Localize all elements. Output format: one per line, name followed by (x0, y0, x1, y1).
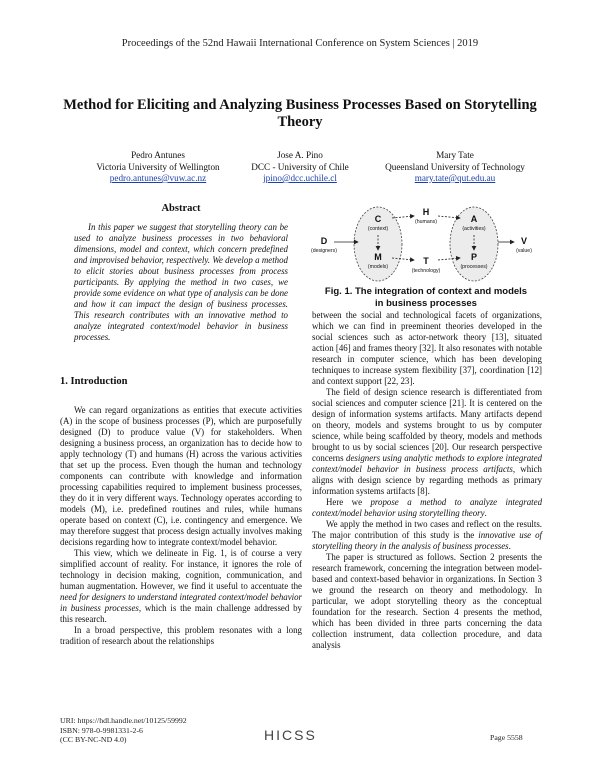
footer-info (60, 716, 187, 745)
hicss-logo: HICSS (264, 727, 317, 743)
footer-isbn: ISBN: 978-0-9981331-2-6 (60, 725, 143, 735)
node-p-label: (processes) (460, 264, 488, 270)
node-h: H (422, 207, 430, 217)
node-d: D (320, 236, 328, 246)
author-name: Mary Tate (436, 150, 474, 160)
node-a: A (470, 214, 478, 224)
node-a-label: (activities) (462, 226, 486, 232)
intro-text (60, 405, 302, 647)
page-number: Page 5558 (490, 733, 523, 742)
node-c-label: (context) (367, 226, 389, 232)
abstract-text (74, 222, 288, 343)
right-paragraph-3: Here we propose a method to analyze integrated context/model behavior using storytelling theory. (312, 497, 543, 518)
node-m: M (374, 252, 382, 262)
author-email[interactable]: mary.tate@qut.edu.au (414, 173, 496, 183)
node-c: C (374, 214, 382, 224)
node-v: V (520, 236, 528, 246)
node-t: T (423, 256, 429, 266)
abstract-heading: Abstract (161, 203, 201, 214)
node-m-label: (models) (367, 264, 389, 270)
author-1 (78, 150, 238, 185)
footer-license: (CC BY-NC-ND 4.0) (60, 735, 127, 744)
node-p: P (470, 252, 478, 262)
figure-1-caption: Fig. 1. The integration of context and models in business processes (324, 286, 528, 309)
node-h-label: (humans) (415, 219, 437, 225)
intro-paragraph-2: This view, which we delineate in Fig. 1, is of course a very simplified account of reality. For instance, it ignores the role of technology in decision making, cognition, communication, and human augmentation. However, we find it useful to accentuate the need for designers to understand integrated context/model behavior in business processes, which is the main challenge addressed by this research. (60, 548, 302, 624)
author-email[interactable]: pedro.antunes@vuw.ac.nz (109, 173, 207, 183)
author-email[interactable]: jpino@dcc.uchile.cl (263, 173, 337, 183)
section-heading-intro: 1. Introduction (60, 376, 128, 387)
author-name: Jose A. Pino (277, 150, 323, 160)
right-paragraph-1: between the social and technological facets of organizations, which we can find in preeminent theories developed in the social sciences such as actor-network theory [13], situated action [46] and frames theory [32]. It also resonates with notable research in computer science, which has been developing techniques to increase system flexibility [37], coordination [12] and context support [22, 23]. (312, 310, 542, 386)
intro-paragraph-3: In a broad perspective, this problem resonates with a long tradition of research about the relationships (60, 625, 302, 646)
author-affiliation: Queensland University of Technology (385, 161, 525, 172)
abstract-paragraph: In this paper we suggest that storytelling theory can be used to analyze business processes in two behavioral dimensions, model and context, which concern predefined and improvised behavior, respectively. We develop a method to elicit stories about business processes from process participants. By applying the method in two cases, we provide some evidence on what type of analysis can be done and how it can impact the design of business processes. This research contributes with an innovative method to analyze integrated context/model behavior in business processes. (74, 222, 288, 342)
footer-uri[interactable]: URI: https://hdl.handle.net/10125/59992 (60, 716, 187, 725)
author-affiliation: Victoria University of Wellington (96, 161, 220, 172)
proceedings-header: Proceedings of the 52nd Hawaii International Conference on System Sciences | 2019 (121, 38, 479, 49)
intro-paragraph-1: We can regard organizations as entities that execute activities (A) in the scope of business processes (P), which are purposefully designed (D) to produce value (V) for stakeholders. When designing a business process, an organization has to decide how to apply technology (T) and humans (H) across the various activities that set up the process. Even though the human and technology components can contribute with knowledge and information processing capabilities required to implement business processes, they do it in very different ways. Technology operates according to models (M), i.e. predefined routines and rules, while humans operate based on context (C), i.e. contingency and emergence. We may therefore suggest that process design actually involves making decisions regarding how to integrate context/model behavior. (60, 405, 302, 547)
author-name: Pedro Antunes (131, 150, 185, 160)
author-affiliation: DCC - University of Chile (251, 161, 349, 172)
right-paragraph-5: The paper is structured as follows. Section 2 presents the research framework, concerning the integration between model-based and context-based behavior in organizations. In Section 3 we ground the research on theory and methodology. In particular, we adopt storytelling theory as the conceptual foundation for the research. Section 4 presents the method, which has been divided in three parts concerning the data collection instrument, data collection procedure, and data analysis (312, 552, 542, 650)
right-column-text (312, 310, 542, 651)
node-d-label: (designers) (311, 248, 337, 254)
right-paragraph-2: The field of design science research is differentiated from social sciences and computer science [21]. It is centered on the design of information systems artifacts. Many artifacts depend on theory, models and systems brought to us by computer science, while being scaffolded by theory, models and methods brought to us by social sciences [20]. Our research perspective concerns designers using analytic methods to explore integrated context/model behavior in business process artifacts, which aligns with design science by regarding methods as primary information systems artifacts [8]. (312, 387, 542, 496)
author-3 (370, 150, 540, 185)
node-t-label: (technology) (411, 268, 441, 274)
node-v-label: (value) (516, 248, 532, 254)
paper-title: Method for Eliciting and Analyzing Business Processes Based on Storytelling Theory (63, 97, 537, 130)
author-2 (235, 150, 365, 185)
figure-1-diagram (310, 200, 542, 284)
right-paragraph-4: We apply the method in two cases and reflect on the results. The major contribution of this study is the innovative use of storytelling theory in the analysis of business processes. (312, 519, 543, 551)
